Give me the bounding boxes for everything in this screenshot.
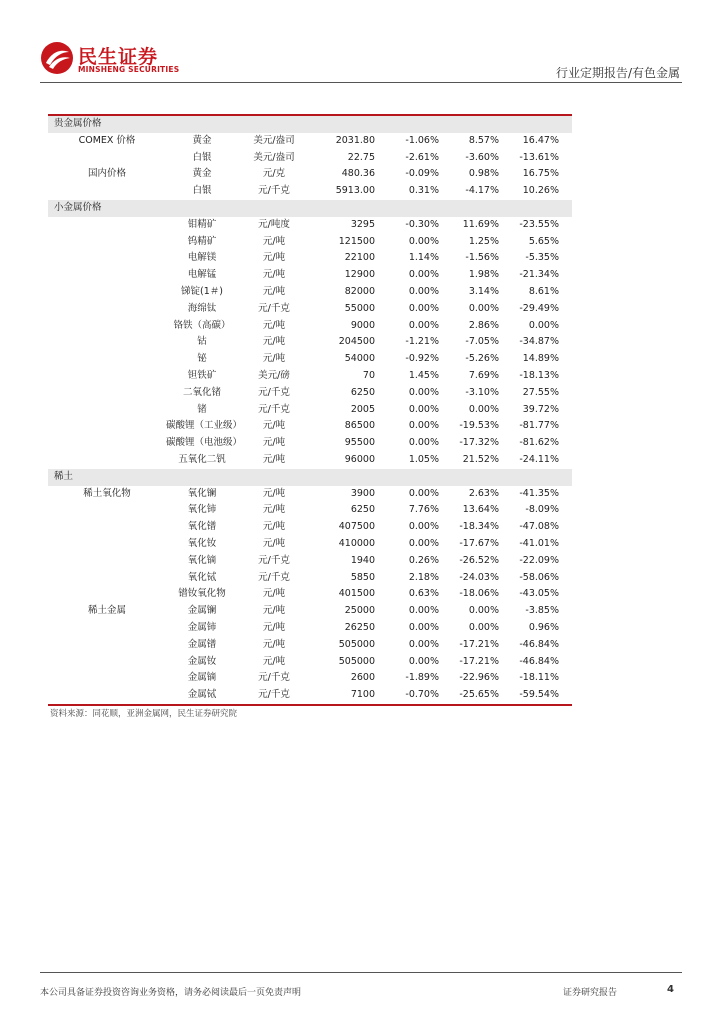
row-change-week: 0.00% xyxy=(408,638,439,650)
row-change-year: -24.11% xyxy=(519,453,559,465)
row-unit: 元/吨度 xyxy=(258,218,290,230)
row-change-month: -3.60% xyxy=(465,151,499,163)
row-unit: 元/吨 xyxy=(262,621,286,633)
row-item: 氧化铽 xyxy=(187,571,217,583)
row-change-month: 3.14% xyxy=(468,285,499,297)
table-row xyxy=(48,452,572,469)
row-change-week: 0.00% xyxy=(408,420,439,432)
row-change-week: 0.26% xyxy=(408,554,439,566)
row-change-month: 0.98% xyxy=(468,168,499,180)
row-change-year: 8.61% xyxy=(528,285,559,297)
row-unit: 元/吨 xyxy=(262,487,286,499)
row-unit: 元/吨 xyxy=(262,252,286,264)
row-item: 碳酸锂（电池级） xyxy=(166,437,243,449)
row-item: 钽铁矿 xyxy=(187,369,217,381)
table-row xyxy=(48,133,572,150)
page-header xyxy=(0,0,724,84)
row-item: 金属镝 xyxy=(187,672,217,684)
row-change-week: -1.89% xyxy=(405,672,439,684)
row-price: 22.75 xyxy=(347,151,375,163)
row-price: 407500 xyxy=(338,521,375,533)
row-unit: 元/吨 xyxy=(262,437,286,449)
row-unit: 元/吨 xyxy=(262,353,286,365)
row-unit: 元/千克 xyxy=(258,403,290,415)
row-price: 410000 xyxy=(338,537,375,549)
row-item: 金属铽 xyxy=(187,689,217,701)
row-item: 黄金 xyxy=(192,134,212,146)
row-change-year: -46.84% xyxy=(519,655,559,667)
row-item: 碳酸锂（工业级） xyxy=(166,420,243,432)
footer-report-label: 证券研究报告 xyxy=(563,988,618,998)
table-row xyxy=(48,536,572,553)
row-change-week: 1.05% xyxy=(408,453,439,465)
row-item: 电解镁 xyxy=(187,252,217,264)
row-unit: 元/吨 xyxy=(262,521,286,533)
row-item: 铬铁（高碳） xyxy=(173,319,231,331)
row-change-year: -81.62% xyxy=(519,437,559,449)
table-row xyxy=(48,418,572,435)
table-row xyxy=(48,217,572,234)
row-item: 金属镨 xyxy=(187,638,217,650)
row-change-week: 0.00% xyxy=(408,605,439,617)
row-price: 86500 xyxy=(344,420,375,432)
row-item: 镨钕氧化物 xyxy=(178,588,226,600)
table-row xyxy=(48,435,572,452)
row-unit: 美元/盎司 xyxy=(253,151,295,163)
row-item: 白银 xyxy=(192,185,212,197)
row-change-month: -17.32% xyxy=(459,437,499,449)
row-change-week: 0.00% xyxy=(408,621,439,633)
footer-divider xyxy=(40,972,682,973)
section-header xyxy=(48,469,572,486)
row-change-month: -4.17% xyxy=(465,185,499,197)
row-item: 钴 xyxy=(197,336,207,348)
row-category: COMEX 价格 xyxy=(78,134,136,146)
row-change-year: -59.54% xyxy=(519,689,559,701)
table-row xyxy=(48,385,572,402)
row-price: 2031.80 xyxy=(335,134,375,146)
row-change-week: 0.00% xyxy=(408,403,439,415)
row-change-year: -41.35% xyxy=(519,487,559,499)
row-change-month: 11.69% xyxy=(462,218,499,230)
row-change-year: -58.06% xyxy=(519,571,559,583)
metal-price-table xyxy=(48,114,572,706)
table-row xyxy=(48,368,572,385)
row-item: 金属镧 xyxy=(187,605,217,617)
brand-logo xyxy=(40,41,190,77)
table-row xyxy=(48,318,572,335)
row-item: 二氧化锗 xyxy=(182,386,221,398)
row-price: 7100 xyxy=(350,689,375,701)
row-change-week: 0.00% xyxy=(408,269,439,281)
row-item: 氧化镧 xyxy=(187,487,217,499)
row-item: 氧化镝 xyxy=(187,554,217,566)
table-row xyxy=(48,637,572,654)
row-change-week: 0.00% xyxy=(408,521,439,533)
section-header xyxy=(48,116,572,133)
row-unit: 美元/盎司 xyxy=(253,134,295,146)
table-row xyxy=(48,502,572,519)
row-price: 6250 xyxy=(350,386,375,398)
table-row xyxy=(48,519,572,536)
brand-name-en: MINSHENG SECURITIES xyxy=(78,65,180,74)
row-change-month: -17.21% xyxy=(459,655,499,667)
table-row xyxy=(48,250,572,267)
row-change-month: 0.00% xyxy=(468,605,499,617)
section-title: 小金属价格 xyxy=(54,201,102,213)
row-change-year: -29.49% xyxy=(519,302,559,314)
row-change-month: 13.64% xyxy=(462,504,499,516)
row-unit: 元/吨 xyxy=(262,336,286,348)
row-unit: 美元/磅 xyxy=(258,369,290,381)
row-change-week: -1.06% xyxy=(405,134,439,146)
row-change-year: -5.35% xyxy=(525,252,559,264)
table-row xyxy=(48,183,572,200)
row-unit: 元/千克 xyxy=(258,386,290,398)
row-change-year: -41.01% xyxy=(519,537,559,549)
row-change-year: 27.55% xyxy=(522,386,559,398)
row-item: 氧化镨 xyxy=(187,521,217,533)
row-change-week: 0.00% xyxy=(408,302,439,314)
row-change-year: 0.00% xyxy=(528,319,559,331)
row-change-week: -0.30% xyxy=(405,218,439,230)
row-item: 钼精矿 xyxy=(187,218,217,230)
row-change-week: -0.09% xyxy=(405,168,439,180)
row-change-week: 0.00% xyxy=(408,487,439,499)
row-change-month: 8.57% xyxy=(468,134,499,146)
row-change-year: 10.26% xyxy=(522,185,559,197)
row-change-year: -23.55% xyxy=(519,218,559,230)
row-change-year: -8.09% xyxy=(525,504,559,516)
row-unit: 元/吨 xyxy=(262,588,286,600)
row-unit: 元/吨 xyxy=(262,235,286,247)
row-price: 54000 xyxy=(344,353,375,365)
section-title: 贵金属价格 xyxy=(54,118,102,129)
row-unit: 元/吨 xyxy=(262,605,286,617)
table-row xyxy=(48,402,572,419)
row-price: 505000 xyxy=(338,655,375,667)
row-change-week: 0.00% xyxy=(408,386,439,398)
row-change-week: -0.70% xyxy=(405,689,439,701)
row-change-month: 1.98% xyxy=(468,269,499,281)
row-category: 国内价格 xyxy=(87,168,126,180)
row-price: 480.36 xyxy=(341,168,375,180)
table-row xyxy=(48,267,572,284)
row-change-week: 2.18% xyxy=(408,571,439,583)
row-change-year: -3.85% xyxy=(525,605,559,617)
row-price: 9000 xyxy=(350,319,375,331)
row-change-year: -34.87% xyxy=(519,336,559,348)
row-item: 金属钕 xyxy=(187,655,217,667)
row-change-week: 1.14% xyxy=(408,252,439,264)
row-price: 22100 xyxy=(344,252,375,264)
row-change-month: 0.00% xyxy=(468,621,499,633)
row-change-month: -1.56% xyxy=(465,252,499,264)
brand-name-cn: 民生证券 xyxy=(78,46,159,68)
row-change-month: 2.63% xyxy=(468,487,499,499)
row-change-week: -0.92% xyxy=(405,353,439,365)
row-category: 稀土金属 xyxy=(87,605,126,617)
row-change-year: -43.05% xyxy=(519,588,559,600)
row-change-year: -18.11% xyxy=(519,672,559,684)
table-row xyxy=(48,284,572,301)
row-change-month: 1.25% xyxy=(468,235,499,247)
row-item: 金属铈 xyxy=(187,621,217,633)
row-change-week: 0.00% xyxy=(408,537,439,549)
row-price: 26250 xyxy=(344,621,375,633)
row-price: 6250 xyxy=(350,504,375,516)
row-change-week: 0.00% xyxy=(408,235,439,247)
row-price: 505000 xyxy=(338,638,375,650)
report-type: 行业定期报告/有色金属 xyxy=(555,66,680,80)
row-price: 121500 xyxy=(338,235,375,247)
row-change-month: -17.67% xyxy=(459,537,499,549)
row-change-month: -7.05% xyxy=(465,336,499,348)
row-change-month: -24.03% xyxy=(459,571,499,583)
row-change-month: 2.86% xyxy=(468,319,499,331)
row-change-year: 5.65% xyxy=(528,235,559,247)
row-change-year: 16.75% xyxy=(522,168,559,180)
table-row xyxy=(48,351,572,368)
row-change-month: 0.00% xyxy=(468,302,499,314)
row-change-month: -25.65% xyxy=(459,689,499,701)
row-change-month: 7.69% xyxy=(468,369,499,381)
row-change-week: -1.21% xyxy=(405,336,439,348)
row-price: 2005 xyxy=(350,403,375,415)
row-unit: 元/吨 xyxy=(262,420,286,432)
row-item: 锗 xyxy=(197,403,207,415)
section-title: 稀土 xyxy=(54,470,74,482)
row-price: 1940 xyxy=(350,554,375,566)
row-price: 401500 xyxy=(338,588,375,600)
row-change-year: 16.47% xyxy=(522,134,559,146)
row-unit: 元/千克 xyxy=(258,571,290,583)
table-row xyxy=(48,687,572,704)
row-unit: 元/吨 xyxy=(262,319,286,331)
row-unit: 元/克 xyxy=(262,168,286,180)
row-change-year: -46.84% xyxy=(519,638,559,650)
row-price: 96000 xyxy=(344,453,375,465)
row-change-month: -19.53% xyxy=(459,420,499,432)
row-unit: 元/吨 xyxy=(262,285,286,297)
table-row xyxy=(48,570,572,587)
row-unit: 元/千克 xyxy=(258,689,290,701)
row-unit: 元/吨 xyxy=(262,537,286,549)
row-change-week: 0.00% xyxy=(408,319,439,331)
row-unit: 元/千克 xyxy=(258,554,290,566)
row-price: 204500 xyxy=(338,336,375,348)
table-row xyxy=(48,586,572,603)
row-change-month: -18.34% xyxy=(459,521,499,533)
row-item: 铋 xyxy=(197,353,207,365)
row-unit: 元/吨 xyxy=(262,638,286,650)
row-change-year: -81.77% xyxy=(519,420,559,432)
row-change-week: 1.45% xyxy=(408,369,439,381)
row-change-year: -13.61% xyxy=(519,151,559,163)
row-item: 氧化铈 xyxy=(187,504,217,516)
row-item: 五氧化二钒 xyxy=(178,453,226,465)
table-row xyxy=(48,150,572,167)
header-divider xyxy=(40,82,682,83)
row-change-week: 0.00% xyxy=(408,655,439,667)
row-change-month: -22.96% xyxy=(459,672,499,684)
row-item: 氧化钕 xyxy=(187,537,217,549)
row-unit: 元/千克 xyxy=(258,672,290,684)
row-price: 25000 xyxy=(344,605,375,617)
source-note: 资料来源：同花顺，亚洲金属网，民生证券研究院 xyxy=(50,709,238,719)
section-header xyxy=(48,200,572,217)
row-change-month: 0.00% xyxy=(468,403,499,415)
row-change-year: -47.08% xyxy=(519,521,559,533)
row-price: 12900 xyxy=(344,269,375,281)
row-change-week: 0.00% xyxy=(408,285,439,297)
row-category: 稀土氧化物 xyxy=(83,487,131,499)
minsheng-logo-icon xyxy=(40,41,74,75)
row-change-week: -2.61% xyxy=(405,151,439,163)
row-change-year: -21.34% xyxy=(519,269,559,281)
row-unit: 元/吨 xyxy=(262,504,286,516)
row-price: 95500 xyxy=(344,437,375,449)
row-price: 3295 xyxy=(350,218,375,230)
row-price: 2600 xyxy=(350,672,375,684)
row-change-year: 14.89% xyxy=(522,353,559,365)
row-change-month: -5.26% xyxy=(465,353,499,365)
row-change-year: 39.72% xyxy=(522,403,559,415)
table-row xyxy=(48,620,572,637)
row-price: 3900 xyxy=(350,487,375,499)
row-change-week: 0.00% xyxy=(408,437,439,449)
table-row xyxy=(48,234,572,251)
row-item: 黄金 xyxy=(192,168,212,180)
row-change-week: 7.76% xyxy=(408,504,439,516)
row-change-month: -17.21% xyxy=(459,638,499,650)
row-price: 55000 xyxy=(344,302,375,314)
row-change-week: 0.63% xyxy=(408,588,439,600)
row-item: 白银 xyxy=(192,151,212,163)
table-row xyxy=(48,301,572,318)
row-price: 70 xyxy=(362,369,375,381)
row-item: 钨精矿 xyxy=(187,235,217,247)
table-row xyxy=(48,553,572,570)
table-row xyxy=(48,603,572,620)
footer-disclaimer: 本公司具备证券投资咨询业务资格，请务必阅读最后一页免责声明 xyxy=(40,988,302,998)
table-row xyxy=(48,334,572,351)
row-change-month: -18.06% xyxy=(459,588,499,600)
row-change-year: -18.13% xyxy=(519,369,559,381)
row-change-month: 21.52% xyxy=(462,453,499,465)
row-item: 海绵钛 xyxy=(187,302,217,314)
table-row xyxy=(48,166,572,183)
row-unit: 元/吨 xyxy=(262,269,286,281)
row-change-year: 0.96% xyxy=(528,621,559,633)
row-unit: 元/吨 xyxy=(262,655,286,667)
row-price: 5850 xyxy=(350,571,375,583)
table-row xyxy=(48,670,572,687)
row-item: 锑锭(1＃) xyxy=(181,285,223,297)
row-price: 5913.00 xyxy=(335,185,375,197)
row-change-month: -3.10% xyxy=(465,386,499,398)
row-change-month: -26.52% xyxy=(459,554,499,566)
page-number: 4 xyxy=(667,984,674,995)
row-price: 82000 xyxy=(344,285,375,297)
table-row xyxy=(48,486,572,503)
row-item: 电解锰 xyxy=(187,269,217,281)
row-unit: 元/千克 xyxy=(258,302,290,314)
row-change-year: -22.09% xyxy=(519,554,559,566)
row-change-week: 0.31% xyxy=(408,185,439,197)
row-unit: 元/吨 xyxy=(262,453,286,465)
table-row xyxy=(48,654,572,671)
row-unit: 元/千克 xyxy=(258,185,290,197)
